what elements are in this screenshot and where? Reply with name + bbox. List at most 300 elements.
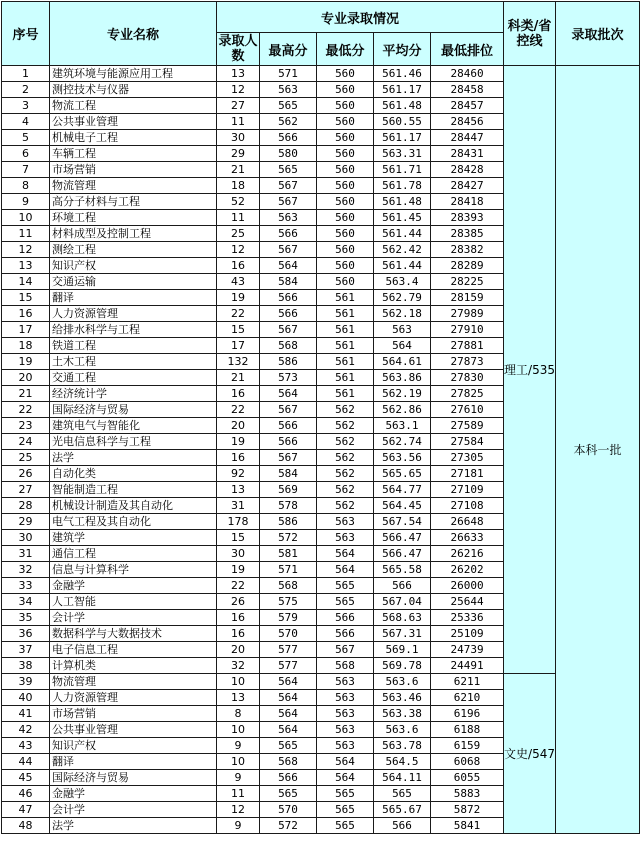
cell-max: 579 — [260, 610, 317, 626]
cell-avg: 566.47 — [374, 530, 431, 546]
cell-major: 金融学 — [50, 786, 217, 802]
cell-avg: 562.18 — [374, 306, 431, 322]
cell-seq: 7 — [2, 162, 50, 178]
cell-max: 566 — [260, 770, 317, 786]
cell-min: 560 — [317, 210, 374, 226]
header-seq: 序号 — [2, 2, 50, 66]
cell-count: 10 — [217, 674, 260, 690]
cell-min: 560 — [317, 114, 374, 130]
cell-major: 经济统计学 — [50, 386, 217, 402]
cell-avg: 563.78 — [374, 738, 431, 754]
cell-seq: 18 — [2, 338, 50, 354]
cell-avg: 563 — [374, 322, 431, 338]
cell-seq: 43 — [2, 738, 50, 754]
cell-avg: 562.19 — [374, 386, 431, 402]
header-avg: 平均分 — [374, 33, 431, 66]
cell-min: 563 — [317, 722, 374, 738]
cell-avg: 567.54 — [374, 514, 431, 530]
cell-count: 16 — [217, 626, 260, 642]
cell-major: 铁道工程 — [50, 338, 217, 354]
cell-max: 564 — [260, 258, 317, 274]
cell-major: 人工智能 — [50, 594, 217, 610]
cell-rank: 25109 — [431, 626, 504, 642]
cell-count: 16 — [217, 610, 260, 626]
cell-max: 581 — [260, 546, 317, 562]
cell-max: 571 — [260, 562, 317, 578]
cell-count: 22 — [217, 402, 260, 418]
cell-rank: 24491 — [431, 658, 504, 674]
cell-avg: 563.56 — [374, 450, 431, 466]
cell-seq: 30 — [2, 530, 50, 546]
cell-seq: 31 — [2, 546, 50, 562]
cell-major: 材料成型及控制工程 — [50, 226, 217, 242]
cell-rank: 28159 — [431, 290, 504, 306]
cell-count: 12 — [217, 82, 260, 98]
cell-count: 52 — [217, 194, 260, 210]
cell-avg: 560.55 — [374, 114, 431, 130]
cell-seq: 11 — [2, 226, 50, 242]
cell-avg: 563.6 — [374, 722, 431, 738]
cell-count: 10 — [217, 722, 260, 738]
cell-max: 586 — [260, 514, 317, 530]
cell-rank: 25336 — [431, 610, 504, 626]
cell-major: 交通工程 — [50, 370, 217, 386]
cell-avg: 564.45 — [374, 498, 431, 514]
cell-seq: 34 — [2, 594, 50, 610]
cell-max: 572 — [260, 818, 317, 834]
cell-seq: 3 — [2, 98, 50, 114]
table-row — [2, 66, 640, 82]
cell-min: 563 — [317, 706, 374, 722]
cell-seq: 36 — [2, 626, 50, 642]
cell-major: 机械设计制造及其自动化 — [50, 498, 217, 514]
cell-major: 测控技术与仪器 — [50, 82, 217, 98]
cell-min: 561 — [317, 354, 374, 370]
cell-major: 会计学 — [50, 610, 217, 626]
cell-avg: 563.86 — [374, 370, 431, 386]
cell-rank: 6196 — [431, 706, 504, 722]
cell-count: 16 — [217, 450, 260, 466]
table-row — [2, 674, 640, 690]
cell-major: 给排水科学与工程 — [50, 322, 217, 338]
cell-avg: 561.71 — [374, 162, 431, 178]
cell-count: 30 — [217, 546, 260, 562]
cell-major: 信息与计算科学 — [50, 562, 217, 578]
cell-rank: 6188 — [431, 722, 504, 738]
cell-major: 公共事业管理 — [50, 722, 217, 738]
cell-avg: 563.38 — [374, 706, 431, 722]
cell-count: 22 — [217, 306, 260, 322]
cell-major: 知识产权 — [50, 258, 217, 274]
cell-major: 会计学 — [50, 802, 217, 818]
cell-min: 563 — [317, 514, 374, 530]
header-batch: 录取批次 — [556, 2, 640, 66]
cell-min: 563 — [317, 674, 374, 690]
cell-count: 9 — [217, 818, 260, 834]
cell-max: 564 — [260, 722, 317, 738]
header-max: 最高分 — [260, 33, 317, 66]
cell-max: 563 — [260, 82, 317, 98]
cell-min: 562 — [317, 434, 374, 450]
cell-min: 562 — [317, 498, 374, 514]
cell-avg: 564.61 — [374, 354, 431, 370]
cell-max: 566 — [260, 290, 317, 306]
table-header — [2, 2, 640, 66]
cell-count: 9 — [217, 770, 260, 786]
cell-count: 18 — [217, 178, 260, 194]
cell-max: 580 — [260, 146, 317, 162]
cell-major: 国际经济与贸易 — [50, 770, 217, 786]
cell-seq: 38 — [2, 658, 50, 674]
cell-rank: 27873 — [431, 354, 504, 370]
cell-major: 数据科学与大数据技术 — [50, 626, 217, 642]
cell-max: 568 — [260, 578, 317, 594]
cell-major: 国际经济与贸易 — [50, 402, 217, 418]
cell-major: 环境工程 — [50, 210, 217, 226]
cell-min: 560 — [317, 258, 374, 274]
cell-min: 566 — [317, 626, 374, 642]
cell-seq: 16 — [2, 306, 50, 322]
cell-count: 9 — [217, 738, 260, 754]
cell-seq: 19 — [2, 354, 50, 370]
cell-major: 电子信息工程 — [50, 642, 217, 658]
cell-max: 571 — [260, 66, 317, 82]
cell-seq: 41 — [2, 706, 50, 722]
cell-count: 22 — [217, 578, 260, 594]
cell-count: 19 — [217, 434, 260, 450]
header-major: 专业名称 — [50, 2, 217, 66]
cell-min: 560 — [317, 274, 374, 290]
cell-count: 15 — [217, 322, 260, 338]
cell-count: 27 — [217, 98, 260, 114]
cell-min: 565 — [317, 578, 374, 594]
cell-max: 564 — [260, 674, 317, 690]
cell-seq: 23 — [2, 418, 50, 434]
cell-avg: 562.74 — [374, 434, 431, 450]
cell-rank: 26202 — [431, 562, 504, 578]
cell-max: 575 — [260, 594, 317, 610]
cell-min: 562 — [317, 466, 374, 482]
cell-count: 31 — [217, 498, 260, 514]
cell-min: 561 — [317, 306, 374, 322]
cell-avg: 561.17 — [374, 130, 431, 146]
cell-max: 567 — [260, 450, 317, 466]
cell-rank: 28385 — [431, 226, 504, 242]
cell-max: 564 — [260, 386, 317, 402]
cell-rank: 6210 — [431, 690, 504, 706]
cell-max: 566 — [260, 306, 317, 322]
cell-min: 565 — [317, 786, 374, 802]
cell-seq: 45 — [2, 770, 50, 786]
cell-avg: 569.78 — [374, 658, 431, 674]
cell-max: 584 — [260, 466, 317, 482]
cell-major: 知识产权 — [50, 738, 217, 754]
cell-avg: 566.47 — [374, 546, 431, 562]
cell-max: 564 — [260, 690, 317, 706]
category-cell: 文史/547 — [504, 674, 556, 834]
cell-count: 20 — [217, 418, 260, 434]
cell-rank: 28382 — [431, 242, 504, 258]
cell-max: 578 — [260, 498, 317, 514]
cell-rank: 28225 — [431, 274, 504, 290]
cell-major: 计算机类 — [50, 658, 217, 674]
cell-rank: 27881 — [431, 338, 504, 354]
cell-major: 测绘工程 — [50, 242, 217, 258]
cell-count: 19 — [217, 290, 260, 306]
cell-seq: 42 — [2, 722, 50, 738]
cell-seq: 20 — [2, 370, 50, 386]
cell-min: 560 — [317, 146, 374, 162]
cell-avg: 566 — [374, 818, 431, 834]
cell-min: 560 — [317, 66, 374, 82]
cell-min: 561 — [317, 290, 374, 306]
cell-max: 577 — [260, 642, 317, 658]
cell-count: 25 — [217, 226, 260, 242]
cell-min: 561 — [317, 322, 374, 338]
cell-avg: 564.77 — [374, 482, 431, 498]
cell-min: 563 — [317, 738, 374, 754]
cell-min: 566 — [317, 610, 374, 626]
cell-major: 电气工程及其自动化 — [50, 514, 217, 530]
cell-major: 物流工程 — [50, 98, 217, 114]
cell-count: 92 — [217, 466, 260, 482]
cell-count: 11 — [217, 210, 260, 226]
cell-major: 市场营销 — [50, 706, 217, 722]
cell-max: 565 — [260, 162, 317, 178]
cell-seq: 14 — [2, 274, 50, 290]
cell-min: 563 — [317, 690, 374, 706]
cell-seq: 12 — [2, 242, 50, 258]
cell-min: 564 — [317, 754, 374, 770]
cell-rank: 6055 — [431, 770, 504, 786]
cell-count: 13 — [217, 690, 260, 706]
cell-avg: 563.46 — [374, 690, 431, 706]
cell-max: 564 — [260, 706, 317, 722]
cell-seq: 40 — [2, 690, 50, 706]
cell-avg: 565.58 — [374, 562, 431, 578]
cell-seq: 24 — [2, 434, 50, 450]
cell-min: 568 — [317, 658, 374, 674]
cell-seq: 8 — [2, 178, 50, 194]
cell-max: 565 — [260, 786, 317, 802]
cell-avg: 565.67 — [374, 802, 431, 818]
cell-min: 563 — [317, 530, 374, 546]
cell-min: 560 — [317, 162, 374, 178]
cell-max: 567 — [260, 402, 317, 418]
cell-seq: 9 — [2, 194, 50, 210]
header-count: 录取人数 — [218, 34, 258, 64]
cell-count: 20 — [217, 642, 260, 658]
cell-major: 智能制造工程 — [50, 482, 217, 498]
cell-avg: 562.79 — [374, 290, 431, 306]
category-cell: 理工/535 — [504, 66, 556, 674]
table-body — [2, 66, 640, 834]
cell-max: 562 — [260, 114, 317, 130]
cell-avg: 564 — [374, 338, 431, 354]
cell-count: 26 — [217, 594, 260, 610]
cell-major: 法学 — [50, 818, 217, 834]
cell-major: 公共事业管理 — [50, 114, 217, 130]
cell-max: 566 — [260, 418, 317, 434]
cell-seq: 26 — [2, 466, 50, 482]
cell-count: 12 — [217, 242, 260, 258]
header-category: 科类/省控线 — [504, 2, 556, 66]
cell-rank: 27610 — [431, 402, 504, 418]
cell-seq: 17 — [2, 322, 50, 338]
cell-seq: 4 — [2, 114, 50, 130]
cell-avg: 566 — [374, 578, 431, 594]
cell-avg: 562.86 — [374, 402, 431, 418]
cell-min: 565 — [317, 802, 374, 818]
cell-count: 43 — [217, 274, 260, 290]
cell-min: 560 — [317, 194, 374, 210]
cell-avg: 561.44 — [374, 258, 431, 274]
cell-rank: 26000 — [431, 578, 504, 594]
cell-major: 翻译 — [50, 290, 217, 306]
cell-seq: 21 — [2, 386, 50, 402]
cell-avg: 561.78 — [374, 178, 431, 194]
cell-count: 21 — [217, 370, 260, 386]
cell-major: 建筑电气与智能化 — [50, 418, 217, 434]
cell-rank: 27910 — [431, 322, 504, 338]
cell-max: 570 — [260, 626, 317, 642]
cell-min: 560 — [317, 178, 374, 194]
cell-count: 8 — [217, 706, 260, 722]
cell-max: 566 — [260, 130, 317, 146]
cell-seq: 15 — [2, 290, 50, 306]
cell-count: 16 — [217, 386, 260, 402]
cell-seq: 2 — [2, 82, 50, 98]
cell-rank: 28457 — [431, 98, 504, 114]
cell-major: 人力资源管理 — [50, 306, 217, 322]
cell-count: 13 — [217, 66, 260, 82]
cell-min: 561 — [317, 338, 374, 354]
cell-min: 562 — [317, 418, 374, 434]
cell-major: 建筑环境与能源应用工程 — [50, 66, 217, 82]
admission-table — [1, 1, 640, 834]
cell-count: 30 — [217, 130, 260, 146]
cell-major: 物流管理 — [50, 178, 217, 194]
cell-rank: 6211 — [431, 674, 504, 690]
cell-rank: 25644 — [431, 594, 504, 610]
cell-major: 车辆工程 — [50, 146, 217, 162]
cell-avg: 561.44 — [374, 226, 431, 242]
cell-avg: 564.11 — [374, 770, 431, 786]
header-rank: 最低排位 — [431, 33, 504, 66]
cell-rank: 26216 — [431, 546, 504, 562]
cell-avg: 561.46 — [374, 66, 431, 82]
cell-count: 13 — [217, 482, 260, 498]
cell-major: 翻译 — [50, 754, 217, 770]
cell-avg: 563.31 — [374, 146, 431, 162]
cell-min: 565 — [317, 818, 374, 834]
cell-seq: 28 — [2, 498, 50, 514]
cell-count: 32 — [217, 658, 260, 674]
cell-seq: 5 — [2, 130, 50, 146]
cell-rank: 27589 — [431, 418, 504, 434]
cell-rank: 26648 — [431, 514, 504, 530]
cell-avg: 569.1 — [374, 642, 431, 658]
cell-rank: 28460 — [431, 66, 504, 82]
cell-seq: 10 — [2, 210, 50, 226]
cell-max: 568 — [260, 754, 317, 770]
cell-major: 机械电子工程 — [50, 130, 217, 146]
cell-max: 566 — [260, 434, 317, 450]
cell-avg: 561.48 — [374, 194, 431, 210]
cell-min: 564 — [317, 562, 374, 578]
cell-rank: 26633 — [431, 530, 504, 546]
cell-rank: 27109 — [431, 482, 504, 498]
cell-seq: 35 — [2, 610, 50, 626]
cell-min: 560 — [317, 130, 374, 146]
header-min: 最低分 — [317, 33, 374, 66]
cell-rank: 27181 — [431, 466, 504, 482]
cell-avg: 562.42 — [374, 242, 431, 258]
cell-count: 11 — [217, 786, 260, 802]
cell-min: 565 — [317, 594, 374, 610]
cell-count: 178 — [217, 514, 260, 530]
cell-min: 567 — [317, 642, 374, 658]
cell-major: 交通运输 — [50, 274, 217, 290]
cell-major: 通信工程 — [50, 546, 217, 562]
cell-min: 560 — [317, 82, 374, 98]
cell-seq: 13 — [2, 258, 50, 274]
cell-max: 586 — [260, 354, 317, 370]
cell-seq: 37 — [2, 642, 50, 658]
cell-seq: 27 — [2, 482, 50, 498]
cell-rank: 27584 — [431, 434, 504, 450]
cell-count: 132 — [217, 354, 260, 370]
cell-min: 560 — [317, 98, 374, 114]
cell-avg: 567.31 — [374, 626, 431, 642]
batch-cell: 本科一批 — [556, 66, 640, 834]
cell-max: 566 — [260, 226, 317, 242]
cell-rank: 28427 — [431, 178, 504, 194]
cell-rank: 28393 — [431, 210, 504, 226]
cell-min: 564 — [317, 546, 374, 562]
cell-rank: 5883 — [431, 786, 504, 802]
cell-seq: 44 — [2, 754, 50, 770]
cell-count: 15 — [217, 530, 260, 546]
cell-major: 土木工程 — [50, 354, 217, 370]
cell-major: 市场营销 — [50, 162, 217, 178]
cell-rank: 5841 — [431, 818, 504, 834]
cell-seq: 22 — [2, 402, 50, 418]
cell-avg: 565 — [374, 786, 431, 802]
cell-seq: 1 — [2, 66, 50, 82]
cell-avg: 563.6 — [374, 674, 431, 690]
cell-avg: 565.65 — [374, 466, 431, 482]
cell-major: 建筑学 — [50, 530, 217, 546]
cell-seq: 6 — [2, 146, 50, 162]
cell-max: 565 — [260, 738, 317, 754]
cell-max: 573 — [260, 370, 317, 386]
cell-seq: 33 — [2, 578, 50, 594]
cell-min: 561 — [317, 386, 374, 402]
cell-count: 19 — [217, 562, 260, 578]
cell-avg: 561.45 — [374, 210, 431, 226]
cell-seq: 32 — [2, 562, 50, 578]
cell-count: 10 — [217, 754, 260, 770]
cell-rank: 28428 — [431, 162, 504, 178]
cell-avg: 567.04 — [374, 594, 431, 610]
cell-rank: 28458 — [431, 82, 504, 98]
cell-max: 570 — [260, 802, 317, 818]
cell-rank: 28447 — [431, 130, 504, 146]
cell-max: 567 — [260, 178, 317, 194]
cell-count: 12 — [217, 802, 260, 818]
cell-rank: 27830 — [431, 370, 504, 386]
